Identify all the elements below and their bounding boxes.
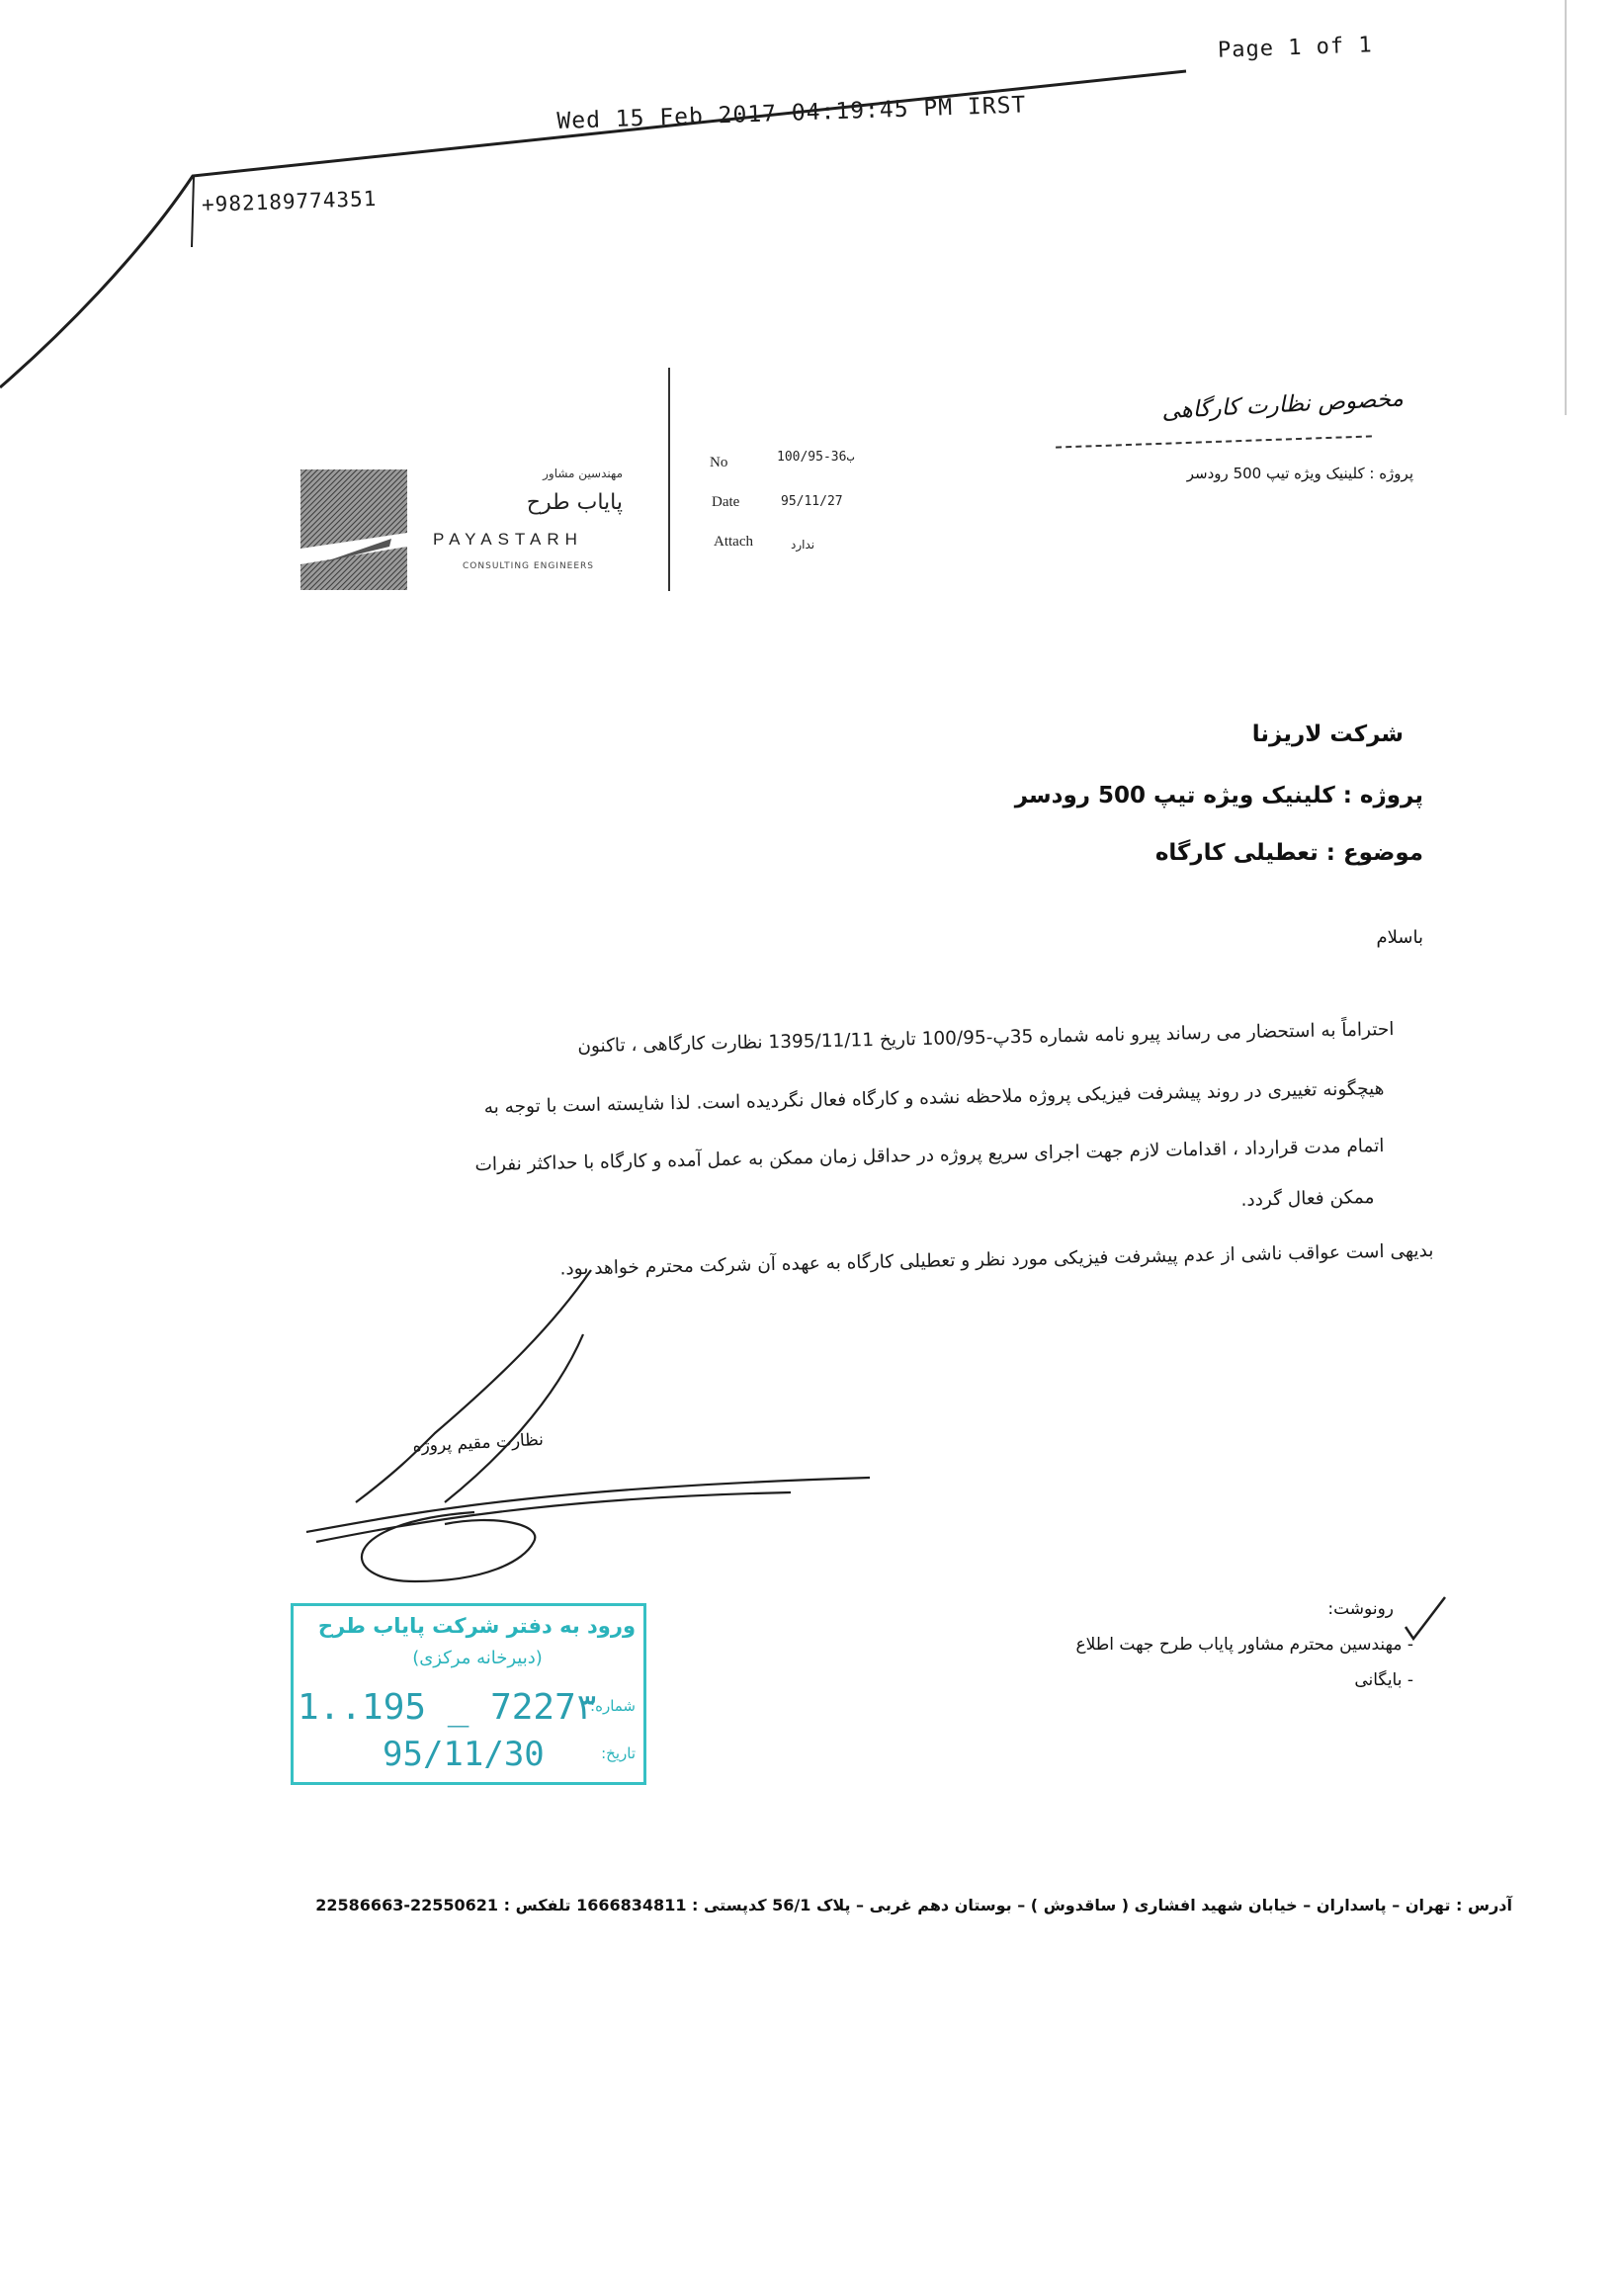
fax-phone-number: +982189774351 bbox=[201, 186, 378, 217]
received-stamp bbox=[291, 1603, 646, 1785]
signature-title: نظارت مقیم پروژه bbox=[412, 1429, 545, 1457]
letter-project: پروژه : کلینیک ویژه تیپ 500 رودسر bbox=[1014, 783, 1423, 808]
body-line-4: ممکن فعال گردد. bbox=[1240, 1186, 1375, 1211]
cc-item-consultant: - مهندسین محترم مشاور پایاب طرح جهت اطلاع bbox=[1075, 1635, 1413, 1655]
body-line-3: اتمام مدت قرارداد ، اقدامات لازم جهت اجرای سریع پروژه در حداقل زمان ممکن به عمل آمده و کارگاه با حداکثر نفرات bbox=[474, 1135, 1385, 1176]
company-name-en: PAYASTARH bbox=[433, 530, 583, 549]
company-name-fa: پایاب طرح bbox=[526, 490, 623, 515]
stamp-line-2: (دبیرخانه مرکزی) bbox=[412, 1648, 543, 1668]
ref-attach-label: Attach bbox=[714, 534, 753, 550]
cc-item-archive: - بایگانی bbox=[1354, 1670, 1413, 1690]
footer-address: آدرس : تهران – پاسداران – خیابان شهید افشاری ( ساقدوش ) – بوستان دهم غربی – پلاک 56/1 کدپستی : 1666834811 تلفکس : 22550621-22586663 bbox=[315, 1896, 1512, 1914]
payastarh-logo-icon bbox=[300, 469, 407, 590]
stamp-date-value: 95/11/30 bbox=[383, 1735, 545, 1774]
body-line-2: هیچگونه تغییری در روند پیشرفت فیزیکی پروژه ملاحظه نشده و کارگاه فعال نگردیده است. لذا شایسته است با توجه به bbox=[483, 1077, 1385, 1119]
ref-date-value: 95/11/27 bbox=[781, 494, 843, 509]
stamp-line-1: ورود به دفتر شرکت پایاب طرح bbox=[317, 1614, 636, 1638]
greeting: باسلام bbox=[1376, 927, 1423, 948]
ref-no-label: No bbox=[710, 455, 728, 470]
body-line-5: بدیهی است عواقب ناشی از عدم پیشرفت فیزیکی مورد نظر و تعطیلی کارگاه به عهده آن شرکت محترم خواهد بود. bbox=[559, 1239, 1434, 1280]
special-underline bbox=[1056, 435, 1372, 448]
ref-date-label: Date bbox=[712, 494, 740, 510]
company-tagline-en: CONSULTING ENGINEERS bbox=[463, 561, 595, 571]
stamp-date-label: تاریخ: bbox=[601, 1744, 636, 1762]
company-logo bbox=[300, 469, 407, 590]
stamp-number-value: 1..195 _ 7227۳ bbox=[298, 1687, 598, 1728]
letter-subject: موضوع : تعطیلی کارگاه bbox=[1154, 840, 1423, 866]
ref-attach-value: ندارد bbox=[791, 538, 815, 552]
body-line-1: احتراماً به استحضار می رساند پیرو نامه شماره 35پ-100/95 تاریخ 1395/11/11 نظارت کارگاهی ، تاکنون bbox=[577, 1018, 1395, 1058]
handwritten-signature-icon bbox=[297, 1265, 890, 1601]
fax-page-indicator: Page 1 of 1 bbox=[1217, 33, 1374, 63]
ref-no-value: 100/95-ب36 bbox=[777, 450, 855, 465]
company-subtitle-fa: مهندسین مشاور bbox=[543, 467, 623, 480]
fax-timestamp: Wed 15 Feb 2017 04:19:45 PM IRST bbox=[556, 92, 1027, 134]
recipient-name: شرکت لاریزنا bbox=[1251, 722, 1404, 747]
header-divider bbox=[668, 368, 670, 591]
special-project: پروژه : کلینیک ویژه تیپ 500 رودسر bbox=[1186, 465, 1413, 482]
page-edge bbox=[0, 0, 1619, 415]
special-title: مخصوص نظارت کارگاهی bbox=[1160, 385, 1405, 425]
stamp-number-label: شماره: bbox=[590, 1697, 636, 1715]
cc-title: رونوشت: bbox=[1327, 1599, 1394, 1619]
